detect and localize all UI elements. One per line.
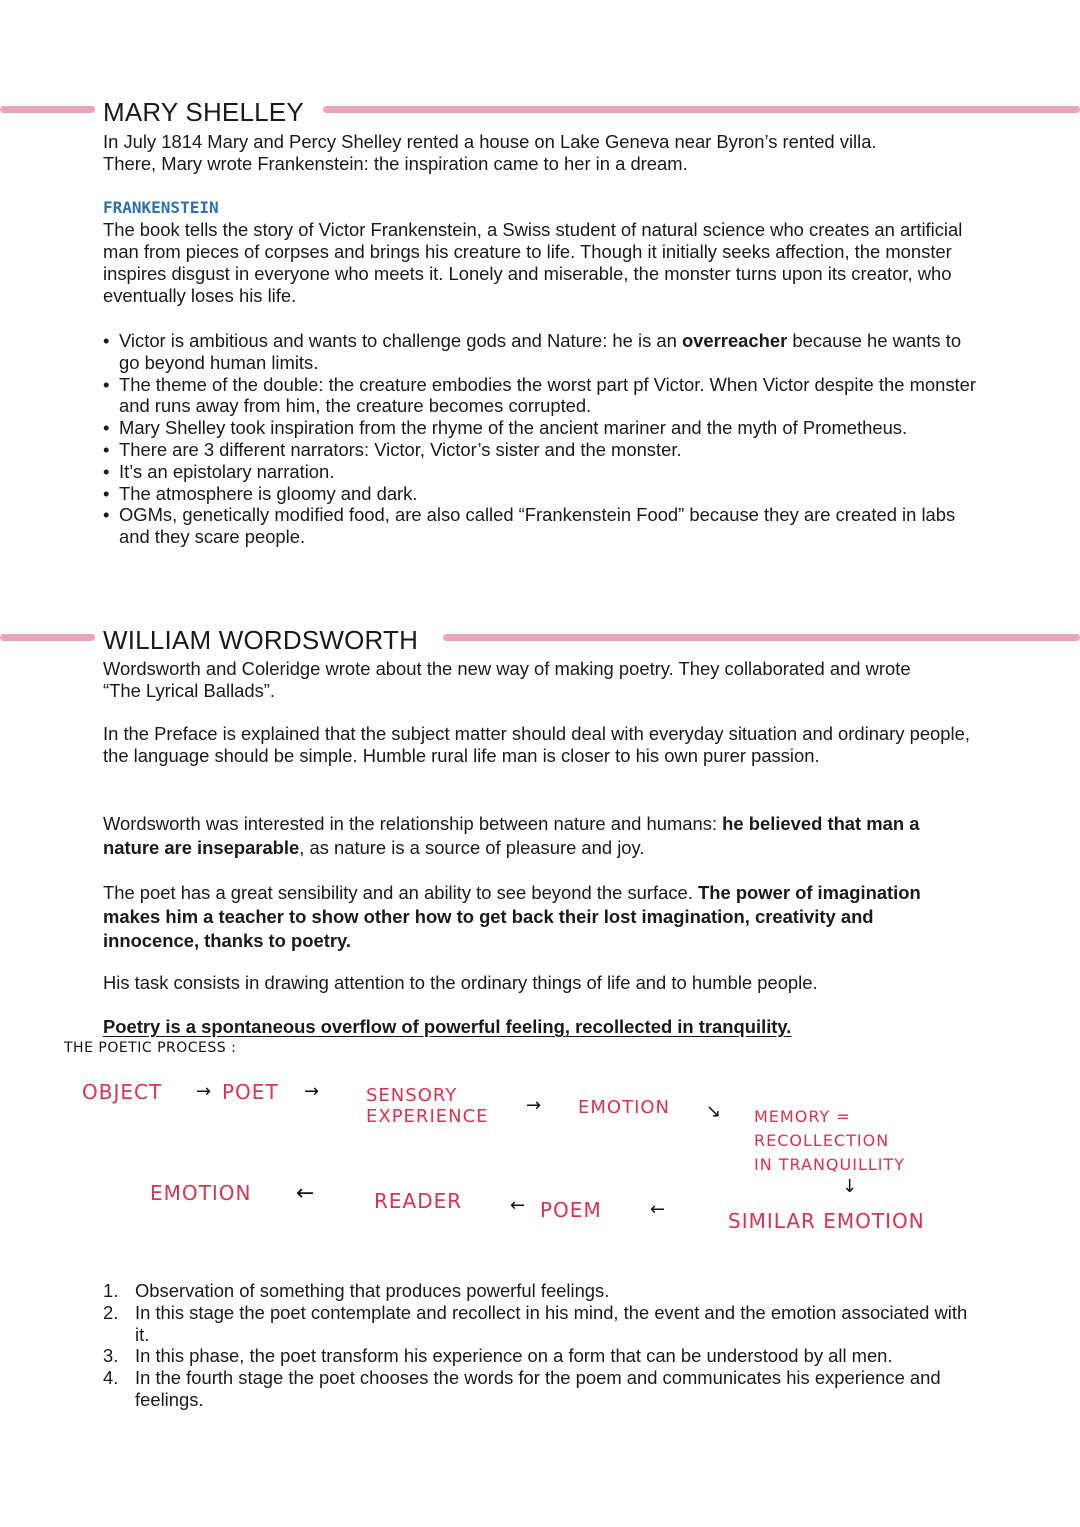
section-divider-left: [0, 106, 95, 113]
arrow-right-icon: →: [304, 1081, 320, 1102]
diagram-poet: POET: [222, 1080, 279, 1104]
list-item: • Victor is ambitious and wants to challenge gods and Nature: he is an overreacher because he wants to go beyond human limits.: [103, 330, 983, 374]
list-item: • The atmosphere is gloomy and dark.: [103, 483, 983, 505]
arrow-right-icon: →: [196, 1081, 212, 1102]
diagram-emotion-top: EMOTION: [578, 1097, 671, 1118]
list-item: 2. In this stage the poet contemplate and recollect in his mind, the event and the emotion associated with it.: [103, 1301, 968, 1345]
diagram-memory-line-3: IN TRANQUILLITY: [754, 1155, 906, 1174]
list-item: • OGMs, genetically modified food, are also called “Frankenstein Food” because they are created in labs and they scare people.: [103, 504, 983, 548]
diagram-object: OBJECT: [82, 1080, 163, 1104]
diagram-emotion-bottom: EMOTION: [150, 1181, 252, 1205]
arrow-diagonal-icon: ↘: [706, 1101, 722, 1122]
list-item: • It’s an epistolary narration.: [103, 461, 983, 483]
diagram-reader: READER: [374, 1189, 463, 1213]
arrow-left-icon: ←: [650, 1199, 664, 1220]
section-divider-left: [0, 634, 95, 641]
diagram-similar-emotion: SIMILAR EMOTION: [728, 1209, 925, 1233]
arrow-left-icon: ←: [296, 1181, 313, 1206]
wordsworth-paragraph-3: Wordsworth was interested in the relationship between nature and humans: he believed that man a nature are inseparable, as nature is a source of pleasure and joy.: [103, 813, 920, 858]
section-heading-shelley: MARY SHELLEY: [103, 97, 304, 127]
section-divider-right: [443, 634, 1080, 641]
arrow-left-icon: ←: [510, 1195, 526, 1216]
shelley-intro-line-1: In July 1814 Mary and Percy Shelley rented a house on Lake Geneva near Byron’s rented villa.: [103, 131, 877, 152]
list-item: • The theme of the double: the creature embodies the worst part pf Victor. When Victor despite the monster and runs away from him, the creature becomes corrupted.: [103, 374, 983, 418]
wordsworth-quote: Poetry is a spontaneous overflow of powerful feeling, recollected in tranquility.: [103, 1016, 792, 1037]
shelley-intro-line-2: There, Mary wrote Frankenstein: the inspiration came to her in a dream.: [103, 153, 688, 174]
diagram-memory-line-1: MEMORY =: [754, 1107, 851, 1126]
wordsworth-paragraph-5: His task consists in drawing attention to the ordinary things of life and to humble people.: [103, 972, 818, 993]
list-item: 4. In the fourth stage the poet chooses the words for the poem and communicates his experience and feelings.: [103, 1367, 941, 1410]
list-item: • There are 3 different narrators: Victor, Victor’s sister and the monster.: [103, 439, 983, 461]
diagram-poem: POEM: [540, 1198, 602, 1222]
process-label: THE POETIC PROCESS :: [64, 1040, 237, 1056]
poetic-process-steps: [103, 1280, 983, 1411]
diagram-sensory-line-2: EXPERIENCE: [366, 1106, 489, 1127]
frankenstein-subheading: FRANKENSTEIN: [103, 198, 219, 217]
wordsworth-paragraph-2: In the Preface is explained that the subject matter should deal with everyday situation and ordinary people, the language should be simple. Humble rural life man is closer to his own purer passion.: [103, 723, 970, 766]
arrow-down-icon: ↓: [842, 1176, 858, 1197]
arrow-right-icon: →: [526, 1095, 542, 1116]
frankenstein-summary: The book tells the story of Victor Frankenstein, a Swiss student of natural science who creates an artificial man from pieces of corpses and brings his creature to life. Though it initially seeks affection, the monster inspires disgust in everyone who meets it. Lonely and miserable, the monster turns upon its creator, who eventually loses his life.: [103, 219, 963, 306]
list-item: 3. In this phase, the poet transform his experience on a form that can be understood by all men.: [103, 1345, 893, 1367]
diagram-memory-line-2: RECOLLECTION: [754, 1131, 890, 1150]
diagram-sensory-line-1: SENSORY: [366, 1085, 458, 1106]
section-heading-wordsworth: WILLIAM WORDSWORTH: [103, 625, 419, 655]
wordsworth-paragraph-1: Wordsworth and Coleridge wrote about the new way of making poetry. They collaborated and wrote “The Lyrical Ballads”.: [103, 658, 911, 701]
frankenstein-bullet-list: [103, 330, 983, 548]
list-item: 1. Observation of something that produces powerful feelings.: [103, 1280, 610, 1301]
list-item: • Mary Shelley took inspiration from the rhyme of the ancient mariner and the myth of Prometheus.: [103, 417, 983, 439]
section-divider-right: [323, 106, 1080, 113]
wordsworth-paragraph-4: The poet has a great sensibility and an ability to see beyond the surface. The power of imagination makes him a teacher to show other how to get back their lost imagination, creativity and innocence, thanks to poetry.: [103, 882, 921, 951]
